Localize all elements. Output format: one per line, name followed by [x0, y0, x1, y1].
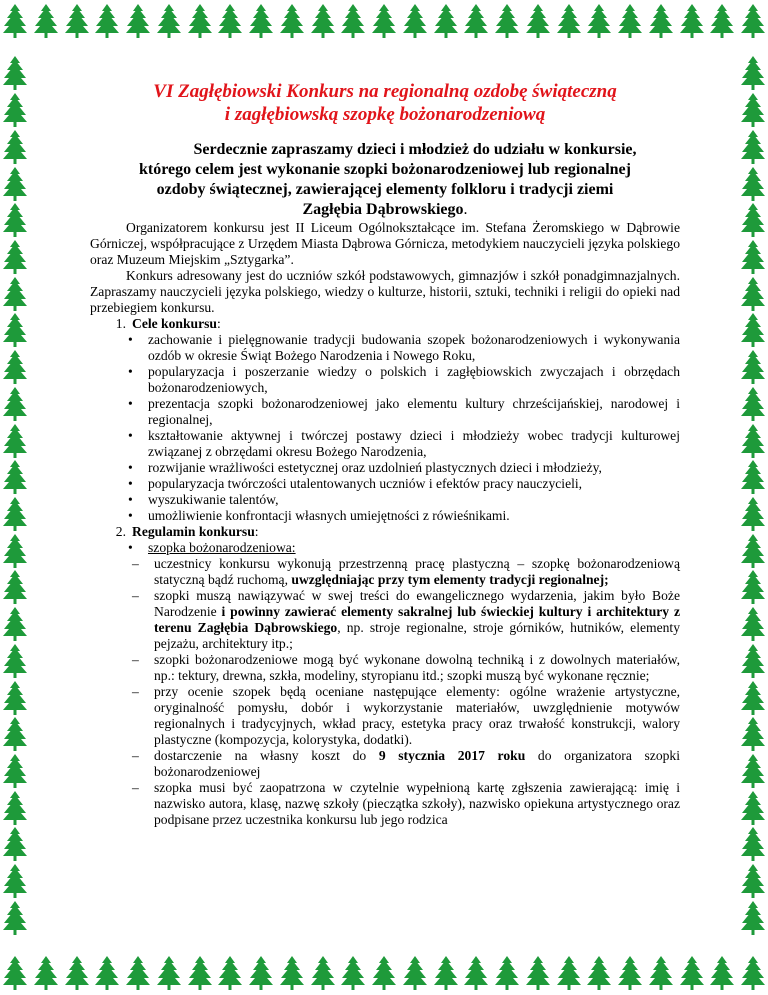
christmas-tree-icon: [741, 93, 765, 127]
christmas-tree-icon: [741, 313, 765, 347]
christmas-tree-icon: [618, 4, 642, 38]
organizer-paragraph: Organizatorem konkursu jest II Liceum Ogólnokształcące im. Stefana Żeromskiego w Dąbrowie Górniczej, współpracujące z Urzędem Miasta Dąbrowa Górnicza, metodykiem nauczycieli języka polskiego oraz Muzeum Miejskim „Sztygarka”.: [90, 220, 680, 267]
christmas-tree-icon: [741, 460, 765, 494]
christmas-tree-icon: [618, 956, 642, 990]
document-page: [90, 80, 680, 828]
christmas-tree-icon: [680, 4, 704, 38]
christmas-tree-icon: [710, 956, 734, 990]
christmas-tree-icon: [188, 4, 212, 38]
christmas-tree-icon: [3, 864, 27, 898]
christmas-tree-icon: [3, 203, 27, 237]
christmas-tree-icon: [157, 956, 181, 990]
christmas-tree-icon: [587, 956, 611, 990]
christmas-tree-icon: [526, 4, 550, 38]
rules-list: [90, 540, 680, 556]
list-item: – przy ocenie szopek będą oceniane następujące elementy: ogólne wrażenie artystyczne, oryginalność pomysłu, dobór i wykorzystanie materiałów, uwzględnienie motywów regionalnych i tradycyjnych, wkład pracy, estetyka pracy oraz trwałość konstrukcji, walory plastyczne (kompozycja, kolorystyka, dodatki).: [90, 684, 680, 748]
christmas-tree-icon: [741, 534, 765, 568]
christmas-tree-icon: [434, 4, 458, 38]
christmas-tree-icon: [65, 956, 89, 990]
christmas-tree-icon: [3, 424, 27, 458]
christmas-tree-icon: [741, 607, 765, 641]
christmas-tree-icon: [495, 4, 519, 38]
christmas-tree-icon: [126, 4, 150, 38]
christmas-tree-icon: [741, 203, 765, 237]
christmas-tree-icon: [741, 130, 765, 164]
christmas-tree-icon: [741, 350, 765, 384]
christmas-tree-icon: [741, 644, 765, 678]
christmas-tree-icon: [680, 956, 704, 990]
christmas-tree-icon: [710, 4, 734, 38]
christmas-tree-icon: [741, 901, 765, 935]
christmas-tree-icon: [495, 956, 519, 990]
christmas-tree-icon: [249, 4, 273, 38]
christmas-tree-icon: [280, 956, 304, 990]
christmas-tree-icon: [464, 956, 488, 990]
christmas-tree-icon: [741, 791, 765, 825]
christmas-tree-icon: [3, 460, 27, 494]
christmas-tree-icon: [34, 956, 58, 990]
christmas-tree-icon: [741, 754, 765, 788]
christmas-tree-icon: [587, 4, 611, 38]
christmas-tree-icon: [188, 956, 212, 990]
list-item: • prezentacja szopki bożonarodzeniowej jako elementu kultury chrześcijańskiej, narodowej i regionalnej,: [90, 396, 680, 428]
nativity-rules-list: [90, 556, 680, 828]
christmas-tree-icon: [649, 956, 673, 990]
christmas-tree-icon: [95, 956, 119, 990]
christmas-tree-icon: [3, 497, 27, 531]
christmas-tree-icon: [3, 4, 27, 38]
christmas-tree-icon: [280, 4, 304, 38]
christmas-tree-icon: [526, 956, 550, 990]
christmas-tree-icon: [741, 864, 765, 898]
list-item: • wyszukiwanie talentów,: [90, 492, 680, 508]
christmas-tree-icon: [3, 644, 27, 678]
goals-list: [90, 332, 680, 524]
audience-paragraph: Konkurs adresowany jest do uczniów szkół podstawowych, gimnazjów i szkół ponadgimnazjalnych. Zapraszamy nauczycieli języka polskiego, wiedzy o kulturze, historii, sztuki, techniki i religii do opieki nad przebiegiem konkursu.: [90, 268, 680, 315]
christmas-tree-icon: [157, 4, 181, 38]
christmas-tree-icon: [341, 4, 365, 38]
christmas-tree-icon: [3, 607, 27, 641]
christmas-tree-icon: [3, 93, 27, 127]
christmas-tree-icon: [741, 277, 765, 311]
christmas-tree-icon: [741, 827, 765, 861]
christmas-tree-icon: [741, 387, 765, 421]
christmas-tree-icon: [649, 4, 673, 38]
section-1-heading: 1. Cele konkursu:: [115, 316, 221, 331]
christmas-tree-icon: [3, 313, 27, 347]
christmas-tree-icon: [3, 387, 27, 421]
christmas-tree-icon: [3, 681, 27, 715]
christmas-tree-icon: [3, 956, 27, 990]
christmas-tree-icon: [741, 424, 765, 458]
christmas-tree-icon: [311, 4, 335, 38]
christmas-tree-icon: [464, 4, 488, 38]
section-2-heading: 2. Regulamin konkursu:: [115, 524, 259, 539]
christmas-tree-icon: [403, 956, 427, 990]
christmas-tree-icon: [3, 754, 27, 788]
christmas-tree-icon: [3, 570, 27, 604]
christmas-tree-icon: [741, 4, 765, 38]
christmas-tree-icon: [3, 240, 27, 274]
list-item: – szopki bożonarodzeniowe mogą być wykonane dowolną techniką i z dowolnych materiałów, np.: tektury, drewna, szkła, modeliny, styropianu itd.; szopki muszą być wykonane ręcznie;: [90, 652, 680, 684]
christmas-tree-icon: [372, 956, 396, 990]
invitation-text: Serdecznie zapraszamy dzieci i młodzież do udziału w konkursie, którego celem jest wykonanie szopki bożonarodzeniowej lub regionalnej ozdoby świątecznej, zawierającej elementy folkloru i tradycji ziemi Zagłębia Dąbrowskiego.: [139, 141, 637, 218]
christmas-tree-icon: [741, 240, 765, 274]
christmas-tree-icon: [741, 56, 765, 90]
christmas-tree-icon: [34, 4, 58, 38]
christmas-tree-icon: [741, 956, 765, 990]
christmas-tree-icon: [341, 956, 365, 990]
christmas-tree-icon: [741, 497, 765, 531]
christmas-tree-icon: [434, 956, 458, 990]
page-title: VI Zagłębiowski Konkurs na regionalną ozdobę świąteczną i zagłębiowską szopkę bożonarodzeniową: [153, 81, 617, 125]
christmas-tree-icon: [3, 791, 27, 825]
list-item: • rozwijanie wrażliwości estetycznej oraz uzdolnień plastycznych dzieci i młodzieży,: [90, 460, 680, 476]
christmas-tree-icon: [3, 717, 27, 751]
list-item: – szopka musi być zaopatrzona w czytelnie wypełnioną kartę zgłszenia zawierającą: imię i nazwisko autora, klasę, nazwę szkoły (pieczątka szkoły), nazwisko opiekuna artystycznego oraz podpisane przez uczestnika konkursu lub jego rodzica: [90, 780, 680, 828]
christmas-tree-icon: [557, 956, 581, 990]
christmas-tree-icon: [249, 956, 273, 990]
christmas-tree-icon: [3, 534, 27, 568]
christmas-tree-icon: [311, 956, 335, 990]
christmas-tree-icon: [372, 4, 396, 38]
christmas-tree-icon: [3, 130, 27, 164]
list-item: • umożliwienie konfrontacji własnych umiejętności z rówieśnikami.: [90, 508, 680, 524]
christmas-tree-icon: [65, 4, 89, 38]
list-item: • popularyzacja twórczości utalentowanych uczniów i efektów pracy nauczycieli,: [90, 476, 680, 492]
christmas-tree-icon: [3, 167, 27, 201]
list-item: – dostarczenie na własny koszt do 9 stycznia 2017 roku do organizatora szopki bożonarodzeniowej: [90, 748, 680, 780]
christmas-tree-icon: [218, 956, 242, 990]
christmas-tree-icon: [3, 901, 27, 935]
list-item: – szopki muszą nawiązywać w swej treści do ewangelicznego wydarzenia, jakim było Boże Narodzenie i powinny zawierać elementy sakralnej lub świeckiej kultury i architektury z terenu Zagłębia Dąbrowskiego, np. stroje regionalne, stroje górników, hutników, elementy pejzażu, architektury itp.;: [90, 588, 680, 652]
list-item: • szopka bożonarodzeniowa:: [90, 540, 680, 556]
christmas-tree-icon: [741, 167, 765, 201]
list-item: – uczestnicy konkursu wykonują przestrzenną pracę plastyczną – szopkę bożonarodzeniową statyczną bądź ruchomą, uwzględniając przy tym elementy tradycji regionalnej;: [90, 556, 680, 588]
christmas-tree-icon: [95, 4, 119, 38]
christmas-tree-icon: [741, 717, 765, 751]
christmas-tree-icon: [3, 827, 27, 861]
christmas-tree-icon: [741, 681, 765, 715]
christmas-tree-icon: [3, 277, 27, 311]
christmas-tree-icon: [218, 4, 242, 38]
christmas-tree-icon: [126, 956, 150, 990]
christmas-tree-icon: [741, 570, 765, 604]
christmas-tree-icon: [3, 350, 27, 384]
christmas-tree-icon: [557, 4, 581, 38]
list-item: • zachowanie i pielęgnowanie tradycji budowania szopek bożonarodzeniowych i wykonywania ozdób w okresie Świąt Bożego Narodzenia i Nowego Roku,: [90, 332, 680, 364]
christmas-tree-icon: [403, 4, 427, 38]
list-item: • popularyzacja i poszerzanie wiedzy o polskich i zagłębiowskich zwyczajach i obrzędach bożonarodzeniowych,: [90, 364, 680, 396]
christmas-tree-icon: [3, 56, 27, 90]
list-item: • kształtowanie aktywnej i twórczej postawy dzieci i młodzieży wobec tradycji kulturowej związanej z obrzędami okresu Bożego Narodzenia,: [90, 428, 680, 460]
